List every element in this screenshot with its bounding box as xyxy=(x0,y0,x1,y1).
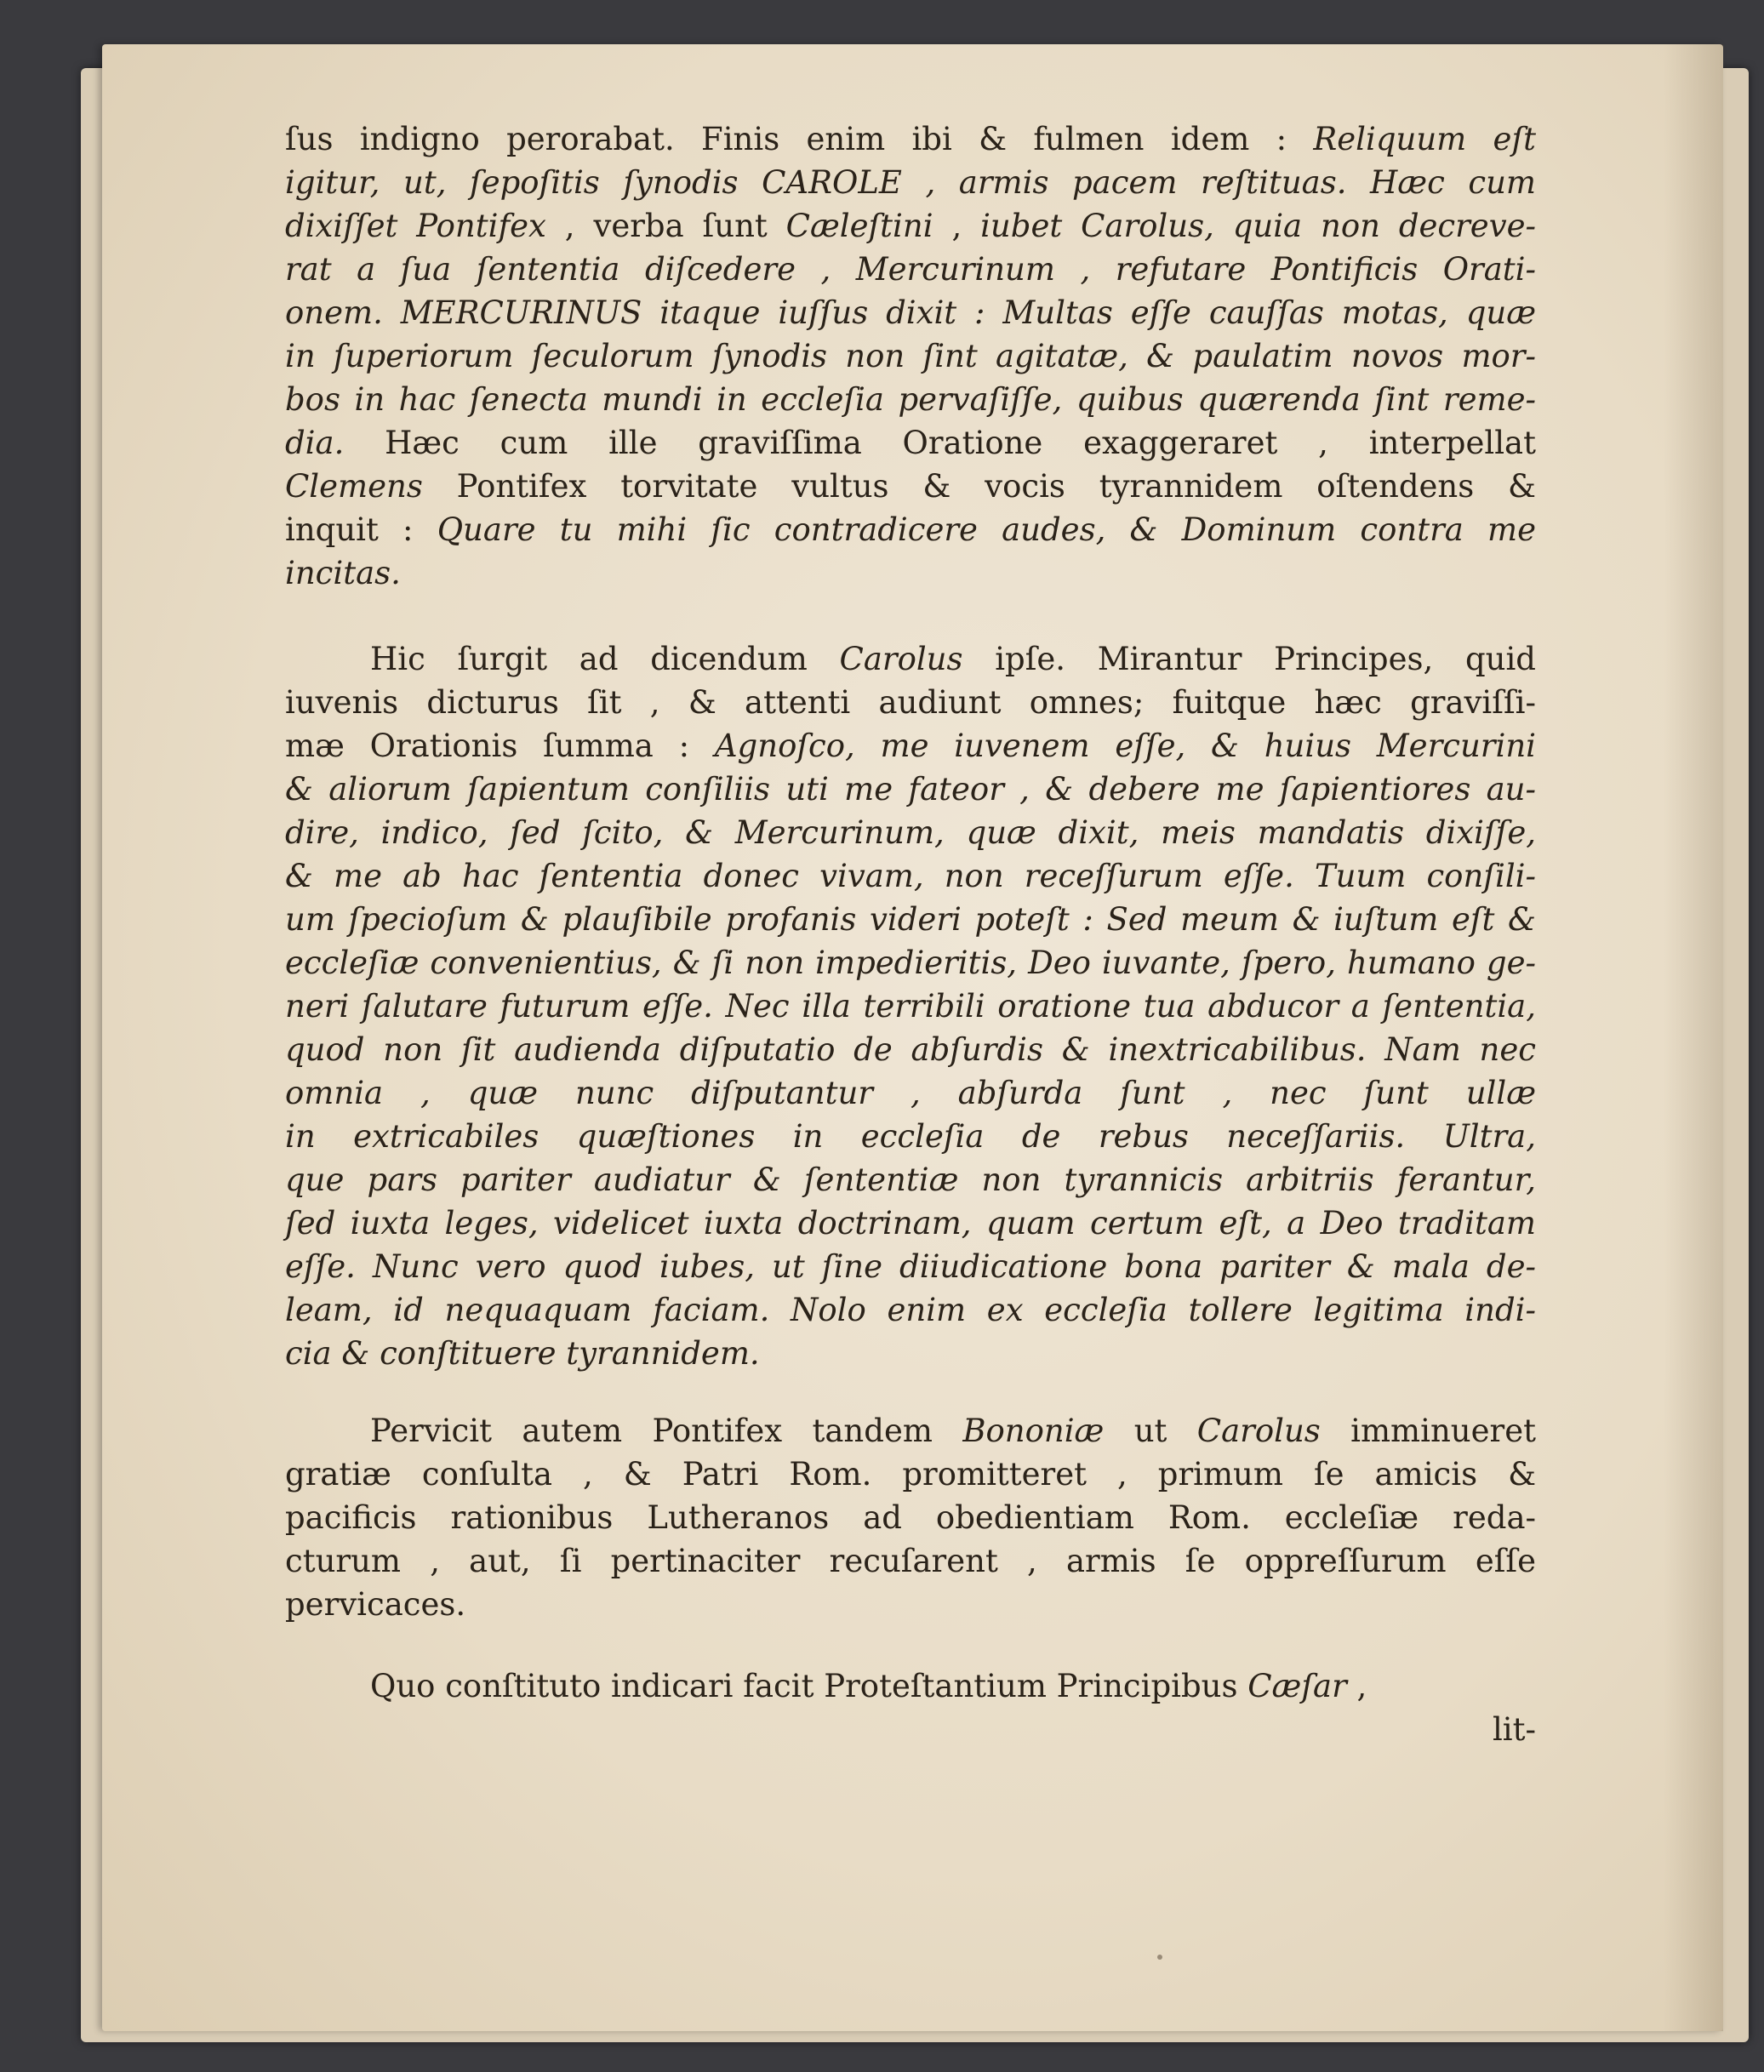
italic-text: Bononiæ xyxy=(962,1413,1105,1449)
italic-text: ſed iuxta leges, videlicet iuxta doctrinam, quam certum eſt, a Deo traditam xyxy=(285,1205,1536,1241)
text-line xyxy=(285,898,1536,941)
ink-spot xyxy=(1157,1955,1162,1960)
paragraph-gap xyxy=(285,1626,1536,1664)
italic-text: neri ſalutare futurum eſſe. Nec illa terribili oratione tua abducor a ſententia, xyxy=(285,988,1536,1025)
text-line xyxy=(285,768,1536,811)
italic-text: quod non ſit audienda diſputatio de abſurdis & inextricabilibus. Nam nec xyxy=(285,1031,1536,1068)
roman-text: Pervicit autem Pontifex tandem xyxy=(370,1413,963,1449)
text-line xyxy=(285,1664,1536,1708)
text-line xyxy=(285,117,1536,161)
italic-text: um ſpecioſum & plauſibile profanis videri poteſt : Sed meum & iuſtum eſt & xyxy=(285,901,1536,938)
text-line xyxy=(285,378,1536,421)
text-line xyxy=(285,291,1536,334)
italic-text: onem. MERCURINUS itaque iuſſus dixit : Multas eſſe cauſſas motas, quæ xyxy=(285,294,1536,331)
italic-text: rat a ſua ſententia diſcedere , Mercurinum , refutare Pontificis Orati- xyxy=(285,251,1536,288)
italic-text: omnia , quæ nunc diſputantur , abſurda ſunt , nec ſunt ullæ xyxy=(285,1075,1536,1111)
italic-text: Carolus xyxy=(839,641,963,677)
text-line xyxy=(285,985,1536,1028)
roman-text: pervicaces. xyxy=(285,1586,466,1623)
text-line xyxy=(285,1158,1536,1202)
text-line xyxy=(285,1028,1536,1071)
italic-text: in extricabiles quæſtiones in eccleſia de rebus neceſſariis. Ultra, xyxy=(285,1118,1536,1155)
italic-text: Quare tu mihi ſic contradicere audes, & Dominum contra me xyxy=(437,511,1537,548)
italic-text: & me ab hac ſententia donec vivam, non receſſurum eſſe. Tuum conſili- xyxy=(285,858,1536,894)
page-gutter-shadow xyxy=(1664,44,1723,2031)
text-line xyxy=(285,1332,1536,1375)
roman-text: , xyxy=(933,208,981,244)
roman-text: imminueret xyxy=(1320,1413,1536,1449)
text-line xyxy=(285,1583,1536,1626)
paragraph-gap xyxy=(285,595,1536,637)
roman-text: ipſe. Mirantur Principes, quid xyxy=(962,641,1536,677)
roman-text: , xyxy=(1346,1668,1367,1704)
italic-text: Agnoſco, me iuvenem eſſe, & huius Mercurini xyxy=(714,728,1536,764)
roman-text: Hæc cum ille graviſſima Oratione exaggeraret , interpellat xyxy=(344,425,1536,461)
italic-text: igitur, ut, ſepoſitis ſynodis CAROLE , armis pacem reſtituas. Hæc cum xyxy=(285,164,1536,201)
text-line xyxy=(285,1115,1536,1158)
roman-text: Hic ſurgit ad dicendum xyxy=(370,641,840,677)
roman-text: ſus indigno perorabat. Finis enim ibi & fulmen idem : xyxy=(285,121,1314,157)
italic-text: in ſuperiorum ſeculorum ſynodis non ſint agitatæ, & paulatim novos mor- xyxy=(285,338,1536,374)
italic-text: dia. xyxy=(285,425,345,461)
text-line xyxy=(285,551,1536,595)
text-line xyxy=(285,421,1536,465)
roman-text: cturum , aut, ſi pertinaciter recuſarent , armis ſe oppreſſurum eſſe xyxy=(285,1543,1536,1579)
text-line xyxy=(285,465,1536,508)
italic-text: iubet Carolus, quia non decreve- xyxy=(980,208,1537,244)
paragraph xyxy=(285,117,1536,595)
paragraph xyxy=(285,1664,1536,1708)
roman-text: , verba ſunt xyxy=(545,208,786,244)
italic-text: cia & conſtituere tyrannidem. xyxy=(285,1335,760,1372)
text-line xyxy=(285,1453,1536,1496)
text-line xyxy=(285,1202,1536,1245)
paragraph xyxy=(285,1409,1536,1626)
text-line xyxy=(285,811,1536,854)
text-line xyxy=(285,637,1536,681)
text-line xyxy=(285,1409,1536,1453)
text-line xyxy=(285,1245,1536,1288)
catchword: lit- xyxy=(1492,1711,1536,1748)
paragraph xyxy=(285,637,1536,1375)
italic-text: Cæſar xyxy=(1247,1668,1347,1704)
italic-text: Carolus xyxy=(1196,1413,1321,1449)
text-line xyxy=(285,854,1536,898)
page-text xyxy=(285,117,1536,1751)
text-line xyxy=(285,1539,1536,1583)
text-line xyxy=(285,941,1536,985)
italic-text: bos in hac ſenecta mundi in eccleſia pervaſiſſe, quibus quærenda ſint reme- xyxy=(285,381,1536,418)
italic-text: eſſe. Nunc vero quod iubes, ut ſine diiudicatione bona pariter & mala de- xyxy=(285,1248,1536,1285)
italic-text: & aliorum ſapientum conſiliis uti me fateor , & debere me ſapientiores au- xyxy=(285,771,1536,808)
paragraphs xyxy=(285,117,1536,1708)
italic-text: Reliquum eſt xyxy=(1313,121,1537,157)
text-line xyxy=(285,508,1536,551)
italic-text: incitas. xyxy=(285,555,401,591)
paragraph-gap xyxy=(285,1375,1536,1409)
italic-text: leam, id nequaquam faciam. Nolo enim ex eccleſia tollere legitima indi- xyxy=(285,1292,1536,1328)
text-line xyxy=(285,681,1536,724)
text-line xyxy=(285,724,1536,768)
roman-text: gratiæ conſulta , & Patri Rom. promitteret , primum ſe amicis & xyxy=(285,1456,1536,1493)
italic-text: Cæleſtini xyxy=(785,208,933,244)
italic-text: dire, indico, ſed ſcito, & Mercurinum, quæ dixit, meis mandatis dixiſſe, xyxy=(285,814,1536,851)
italic-text: que pars pariter audiatur & ſententiæ non tyrannicis arbitriis ferantur, xyxy=(285,1162,1536,1198)
roman-text: iuvenis dicturus ſit , & attenti audiunt omnes; fuitque hæc graviſſi- xyxy=(285,684,1536,721)
text-line xyxy=(285,248,1536,291)
text-line xyxy=(285,1288,1536,1332)
roman-text: mæ Orationis ſumma : xyxy=(285,728,715,764)
text-line xyxy=(285,204,1536,248)
text-line xyxy=(285,334,1536,378)
roman-text: pacificis rationibus Lutheranos ad obedientiam Rom. eccleſiæ reda- xyxy=(285,1499,1536,1536)
roman-text: Pontifex torvitate vultus & vocis tyrannidem oſtendens & xyxy=(422,468,1536,505)
text-line xyxy=(285,161,1536,204)
italic-text: dixiſſet Pontifex xyxy=(285,208,546,244)
roman-text: Quo conſtituto indicari facit Proteſtantium Principibus xyxy=(370,1668,1248,1704)
italic-text: Clemens xyxy=(285,468,423,505)
roman-text: inquit : xyxy=(285,511,437,548)
roman-text: ut xyxy=(1104,1413,1197,1449)
italic-text: eccleſiæ convenientius, & ſi non impedieritis, Deo iuvante, ſpero, humano ge- xyxy=(285,945,1536,981)
text-line xyxy=(285,1071,1536,1115)
text-line xyxy=(285,1496,1536,1539)
